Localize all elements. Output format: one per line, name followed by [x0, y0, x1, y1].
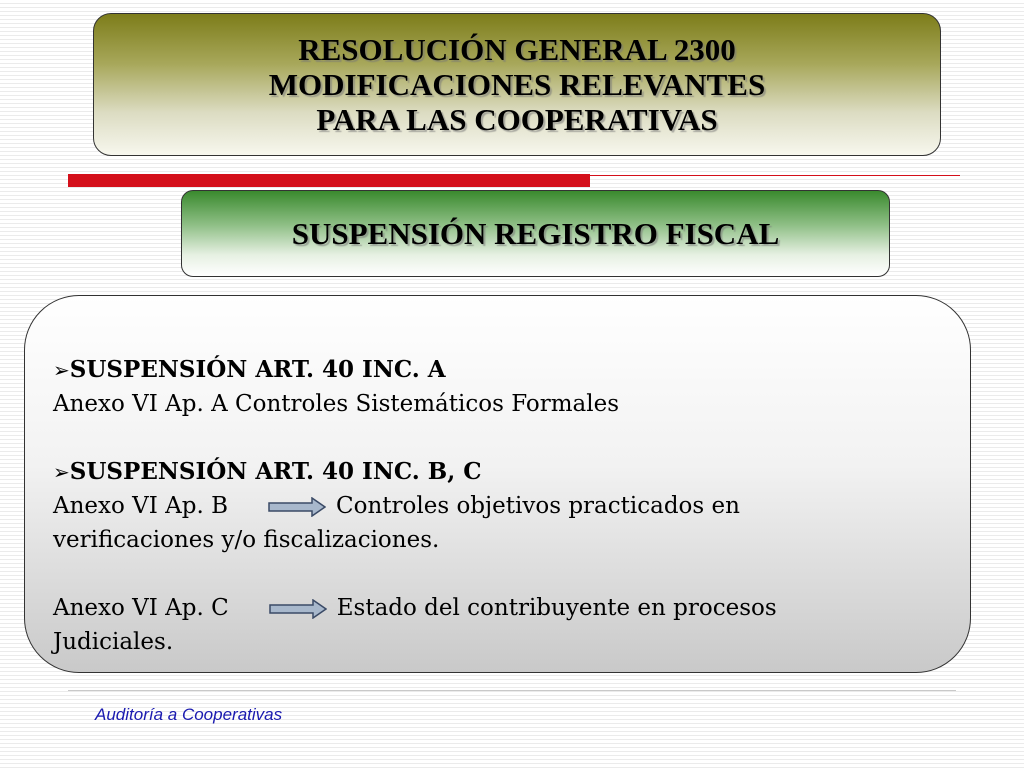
right-arrow-icon	[268, 497, 326, 517]
red-accent-line	[590, 175, 960, 176]
item-c-label: Anexo VI Ap. C	[53, 595, 229, 621]
item-c-desc-cont: Judiciales.	[53, 629, 174, 655]
arrowhead-bullet-icon: ➢	[53, 358, 70, 382]
subtitle-text: SUSPENSIÓN REGISTRO FISCAL	[291, 215, 780, 251]
arrowhead-bullet-icon: ➢	[53, 460, 70, 484]
title-line-2: MODIFICACIONES RELEVANTES	[268, 67, 766, 102]
item-c-desc: Estado del contribuyente en procesos	[336, 595, 777, 621]
title-banner	[93, 13, 941, 156]
footer-divider	[68, 690, 956, 691]
item-b-row	[53, 489, 933, 523]
footer-text: Auditoría a Cooperativas	[95, 705, 283, 724]
item-b-desc: Controles objetivos practicados en	[336, 493, 740, 519]
item-b-label: Anexo VI Ap. B	[53, 493, 229, 519]
title-line-3: PARA LAS COOPERATIVAS	[316, 102, 718, 137]
section-bc-heading-row	[53, 455, 933, 489]
section-a-heading: SUSPENSIÓN ART. 40 INC. A	[69, 356, 446, 383]
title-line-1: RESOLUCIÓN GENERAL 2300	[298, 32, 736, 67]
subtitle-banner	[181, 190, 890, 277]
item-b-desc-cont: verificaciones y/o fiscalizaciones.	[53, 527, 440, 553]
section-bc-heading: SUSPENSIÓN ART. 40 INC. B, C	[69, 458, 482, 485]
spacer	[53, 557, 933, 591]
section-a-text: Anexo VI Ap. A Controles Sistemáticos Formales	[53, 391, 620, 417]
red-accent-bar	[68, 174, 590, 187]
right-arrow-icon	[269, 599, 327, 619]
content-panel	[24, 295, 971, 673]
content-body	[53, 353, 933, 659]
section-a-heading-row	[53, 353, 933, 387]
spacer	[53, 421, 933, 455]
item-c-row	[53, 591, 933, 625]
